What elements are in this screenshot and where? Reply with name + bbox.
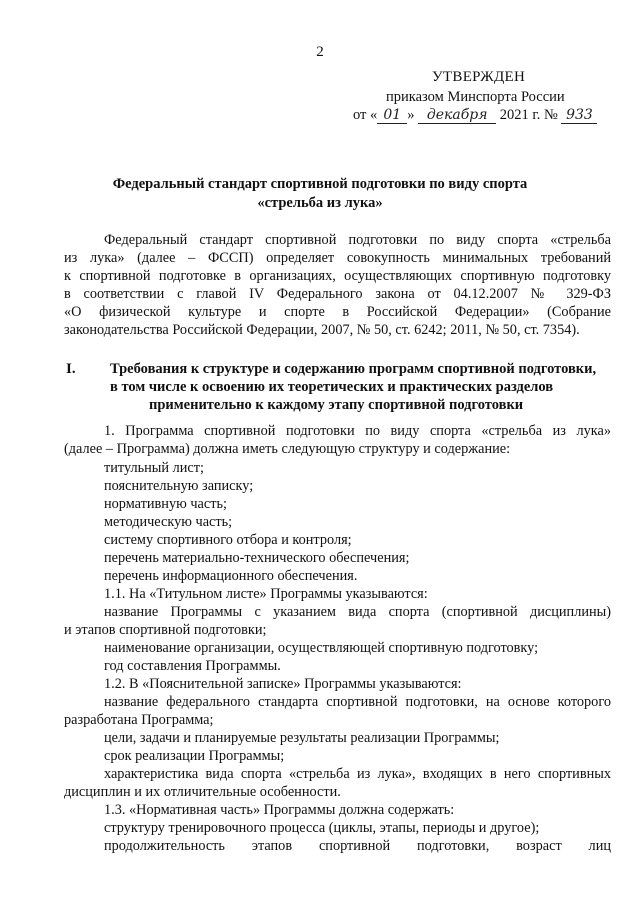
body-line: 1.2. В «Пояснительной записке» Программы указываются:: [104, 676, 462, 692]
body-line: нормативную часть;: [104, 496, 227, 512]
handwritten-number: 933: [561, 108, 597, 124]
approval-order-line: приказом Минспорта России: [386, 89, 565, 105]
handwritten-day: 01: [377, 108, 407, 124]
body-line: 1.3. «Нормативная часть» Программы должна содержать:: [104, 802, 455, 818]
section-heading-line: в том числе к освоению их теоретических и практических разделов: [110, 379, 554, 395]
body-line: наименование организации, осуществляющей спортивную подготовку;: [104, 640, 539, 656]
body-line: структуру тренировочного процесса (циклы, этапы, периоды и другое);: [104, 820, 540, 836]
section-number: I.: [66, 361, 76, 377]
body-line: перечень информационного обеспечения.: [104, 568, 358, 584]
body-line: срок реализации Программы;: [104, 748, 285, 764]
intro-line: в соответствии с главой IV Федерального закона от 04.12.2007 № 329-ФЗ: [64, 286, 611, 302]
document-title-line-2: «стрельба из лука»: [257, 195, 383, 211]
body-line: характеристика вида спорта «стрельба из лука», входящих в него спортивных: [104, 766, 611, 782]
body-line: год составления Программы.: [104, 658, 281, 674]
intro-line: к спортивной подготовке в организациях, осуществляющих спортивную подготовку: [64, 268, 611, 284]
page-number: 2: [316, 44, 324, 60]
body-line: дисциплин и их отличительные особенности.: [64, 784, 341, 800]
body-line: 1.1. На «Титульном листе» Программы указываются:: [104, 586, 428, 602]
intro-line: законодательства Российской Федерации, 2007, № 50, ст. 6242; 2011, № 50, ст. 7354).: [64, 322, 580, 338]
handwritten-month: декабря: [418, 108, 496, 124]
body-line: цели, задачи и планируемые результаты реализации Программы;: [104, 730, 500, 746]
intro-line: Федеральный стандарт спортивной подготовки по виду спорта «стрельба: [104, 232, 611, 248]
body-line: разработана Программа;: [64, 712, 214, 728]
date-prefix: от «: [353, 107, 378, 123]
body-line: титульный лист;: [104, 460, 204, 476]
body-line: пояснительную записку;: [104, 478, 254, 494]
section-heading-line: применительно к каждому этапу спортивной подготовки: [149, 397, 524, 413]
date-year: 2021 г. №: [499, 107, 558, 123]
body-line: перечень материально-технического обеспечения;: [104, 550, 410, 566]
document-title-line-1: Федеральный стандарт спортивной подготовки по виду спорта: [112, 176, 528, 192]
date-mid: »: [407, 107, 415, 123]
body-line: название федерального стандарта спортивной подготовки, на основе которого: [104, 694, 611, 710]
body-line: (далее – Программа) должна иметь следующую структуру и содержание:: [64, 441, 511, 457]
section-heading-line: Требования к структуре и содержанию программ спортивной подготовки,: [110, 361, 597, 377]
body-line: название Программы с указанием вида спорта (спортивной дисциплины): [104, 604, 611, 620]
body-line: 1. Программа спортивной подготовки по виду спорта «стрельба из лука»: [104, 423, 611, 439]
approval-heading: УТВЕРЖДЕН: [432, 69, 526, 85]
body-line: продолжительность этапов спортивной подготовки, возраст лиц: [104, 838, 611, 854]
approval-date-line: [353, 107, 597, 124]
intro-line: «О физической культуре и спорте в Российской Федерации» (Собрание: [64, 304, 611, 320]
body-line: методическую часть;: [104, 514, 233, 530]
body-line: систему спортивного отбора и контроля;: [104, 532, 352, 548]
body-line: и этапов спортивной подготовки;: [64, 622, 267, 638]
intro-line: из лука» (далее – ФССП) определяет совокупность минимальных требований: [64, 250, 611, 266]
